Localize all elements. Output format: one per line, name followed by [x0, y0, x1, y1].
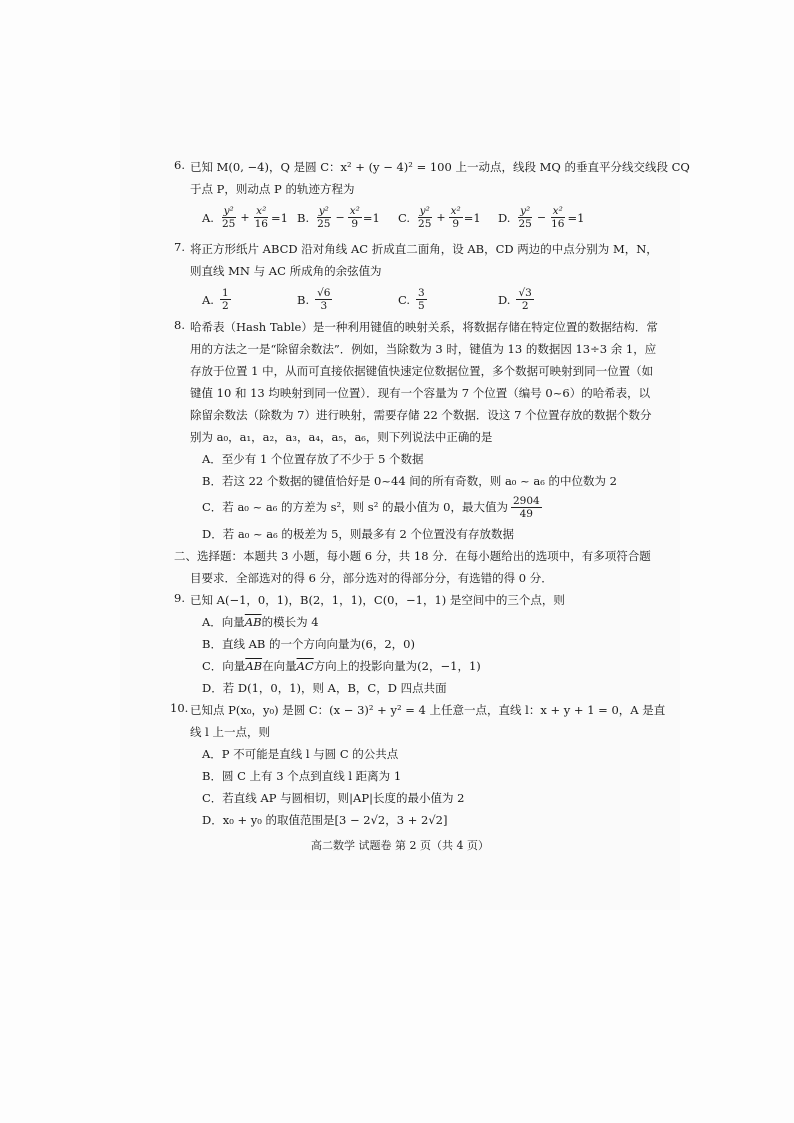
- option-text: A．向量: [202, 615, 245, 629]
- section-instruction-line: 目要求．全部选对的得 6 分，部分选对的得部分分，有选错的得 0 分．: [190, 571, 553, 585]
- fraction-numerator: 2904: [512, 494, 540, 507]
- option-label: C.: [398, 210, 411, 225]
- question-number: 7.: [174, 240, 185, 254]
- question-stem-line: 存放于位置 1 中，从而可直接依据键值快速定位数据位置，多个数据可映射到同一位置（如: [190, 364, 654, 378]
- fraction-numerator: x²: [552, 205, 563, 217]
- option-c[interactable]: [398, 205, 481, 230]
- question-number: 8.: [174, 318, 185, 332]
- option-b[interactable]: [297, 205, 380, 230]
- fraction-numerator: y²: [318, 205, 329, 217]
- fraction-numerator: √3: [518, 287, 532, 299]
- exam-page: [120, 70, 690, 910]
- fraction-denominator: 16: [254, 218, 268, 230]
- operator: −: [536, 211, 547, 224]
- fraction-denominator: 25: [418, 218, 432, 230]
- option-label: B.: [297, 210, 310, 225]
- option-label: D.: [498, 210, 511, 225]
- fraction-numerator: y²: [520, 205, 531, 217]
- fraction-denominator: 9: [351, 218, 359, 230]
- option-d[interactable]: [498, 205, 584, 230]
- option-a[interactable]: A．P 不可能是直线 l 与圆 C 的公共点: [202, 747, 399, 761]
- question-stem-line: 将正方形纸片 ABCD 沿对角线 AC 折成直二面角，设 AB，CD 两边的中点分别为 M，N，: [190, 242, 658, 256]
- option-c[interactable]: [202, 491, 542, 523]
- fraction-numerator: x²: [349, 205, 360, 217]
- vector-ab: $\overline{AB}$: [244, 615, 262, 629]
- fraction-numerator: y²: [223, 205, 234, 217]
- option-b[interactable]: B．直线 AB 的一个方向向量为(6，2，0): [202, 637, 415, 651]
- option-a[interactable]: [202, 287, 231, 312]
- fraction-denominator: 49: [519, 507, 533, 520]
- option-text: 方向上的投影向量为(2，−1，1): [313, 659, 481, 673]
- fraction-denominator: 9: [452, 218, 460, 230]
- option-d[interactable]: D．若 D(1，0，1)，则 A，B，C，D 四点共面: [202, 681, 447, 695]
- fraction-denominator: 2: [221, 300, 229, 312]
- option-text: C．向量: [202, 659, 246, 673]
- question-stem-line: 键值 10 和 13 均映射到同一位置）．现有一个容量为 7 个位置（编号 0~6）的哈希表，以: [190, 386, 651, 400]
- fraction-numerator: y²: [419, 205, 430, 217]
- fraction-numerator: 3: [418, 287, 425, 299]
- vector-ac: $\overline{AC}$: [296, 659, 314, 673]
- operator: +: [436, 211, 446, 224]
- option-label: A.: [202, 210, 214, 225]
- question-stem-line: 已知点 P(x₀，y₀) 是圆 C：(x − 3)² + y² = 4 上任意一点，直线 l：x + y + 1 = 0，A 是直: [190, 703, 666, 717]
- option-d[interactable]: D．若 a₀ ~ a₆ 的极差为 5，则最多有 2 个位置没有存放数据: [202, 527, 515, 541]
- section-instruction-line: 二、选择题：本题共 3 小题，每小题 6 分，共 18 分．在每小题给出的选项中，有多项符合题: [174, 549, 651, 563]
- fraction-denominator: 25: [221, 218, 236, 230]
- option-c[interactable]: [202, 657, 481, 676]
- question-stem-line: 已知 A(−1，0，1)，B(2，1，1)，C(0，−1，1) 是空间中的三个点，则: [190, 593, 565, 607]
- fraction-denominator: 3: [320, 300, 328, 312]
- option-text: 在向量: [262, 659, 297, 673]
- fraction-denominator: 5: [418, 300, 425, 312]
- question-stem-line: 于点 P，则动点 P 的轨迹方程为: [190, 182, 355, 196]
- option-label: D.: [498, 292, 511, 307]
- equation-rhs: =1: [362, 210, 380, 225]
- option-d[interactable]: [498, 287, 534, 312]
- question-stem-line: 除留余数法（除数为 7）进行映射，需要存储 22 个数据．设这 7 个位置存放的数据个数分: [190, 408, 652, 422]
- page-footer: 高二数学 试题卷 第 2 页（共 4 页）: [311, 839, 489, 852]
- option-a[interactable]: A．至少有 1 个位置存放了不少于 5 个数据: [202, 452, 424, 466]
- option-b[interactable]: B．若这 22 个数据的键值恰好是 0~44 间的所有奇数，则 a₀ ~ a₆ 的中位数为 2: [202, 474, 617, 488]
- equation-rhs: =1: [463, 210, 481, 225]
- question-stem-line: 已知 M(0, −4)，Q 是圆 C：x² + (y − 4)² = 100 上一动点，线段 MQ 的垂直平分线交线段 CQ: [190, 160, 690, 174]
- fraction-denominator: 2: [521, 300, 529, 312]
- option-c[interactable]: C．若直线 AP 与圆相切，则|AP|长度的最小值为 2: [202, 791, 465, 805]
- question-stem-line: 则直线 MN 与 AC 所成角的余弦值为: [190, 264, 382, 278]
- question-stem-line: 哈希表（Hash Table）是一种利用键值的映射关系，将数据存储在特定位置的数据结构．常: [190, 320, 658, 334]
- option-c-text: C．若 a₀ ~ a₆ 的方差为 s²，则 s² 的最小值为 0，最大值为: [202, 499, 508, 514]
- operator: +: [240, 211, 250, 224]
- option-b[interactable]: B．圆 C 上有 3 个点到直线 l 距离为 1: [202, 769, 402, 783]
- option-label: B.: [297, 292, 310, 307]
- question-number: 10.: [170, 701, 189, 715]
- vector-ab: $\overline{AB}$: [245, 659, 263, 673]
- fraction-denominator: 16: [551, 218, 565, 230]
- operator: −: [335, 211, 345, 224]
- fraction-denominator: 25: [518, 218, 532, 230]
- options-row: [120, 287, 680, 321]
- fraction-denominator: 25: [317, 218, 331, 230]
- fraction-numerator: √6: [317, 287, 331, 299]
- option-a[interactable]: [202, 613, 319, 632]
- option-c[interactable]: [398, 287, 427, 312]
- question-stem-line: 用的方法之一是“除留余数法”．例如，当除数为 3 时，键值为 13 的数据因 13÷3 余 1，应: [190, 342, 657, 356]
- option-label: A.: [202, 292, 214, 307]
- question-stem-line: 线 l 上一点，则: [190, 725, 270, 739]
- option-a[interactable]: [202, 205, 288, 230]
- question-number: 6.: [174, 158, 185, 172]
- fraction-numerator: 1: [221, 287, 229, 299]
- option-text: 的模长为 4: [261, 615, 319, 629]
- option-label: C.: [398, 292, 411, 307]
- question-number: 9.: [174, 591, 185, 605]
- option-d[interactable]: D．x₀ + y₀ 的取值范围是[3 − 2√2，3 + 2√2]: [202, 813, 448, 827]
- fraction-numerator: x²: [450, 205, 461, 217]
- equation-rhs: =1: [270, 210, 288, 225]
- fraction-numerator: x²: [256, 205, 267, 217]
- equation-rhs: =1: [567, 210, 585, 225]
- option-b[interactable]: [297, 287, 332, 312]
- options-row: [120, 205, 680, 239]
- question-stem-line: 别为 a₀，a₁，a₂，a₃，a₄，a₅，a₆，则下列说法中正确的是: [190, 430, 493, 444]
